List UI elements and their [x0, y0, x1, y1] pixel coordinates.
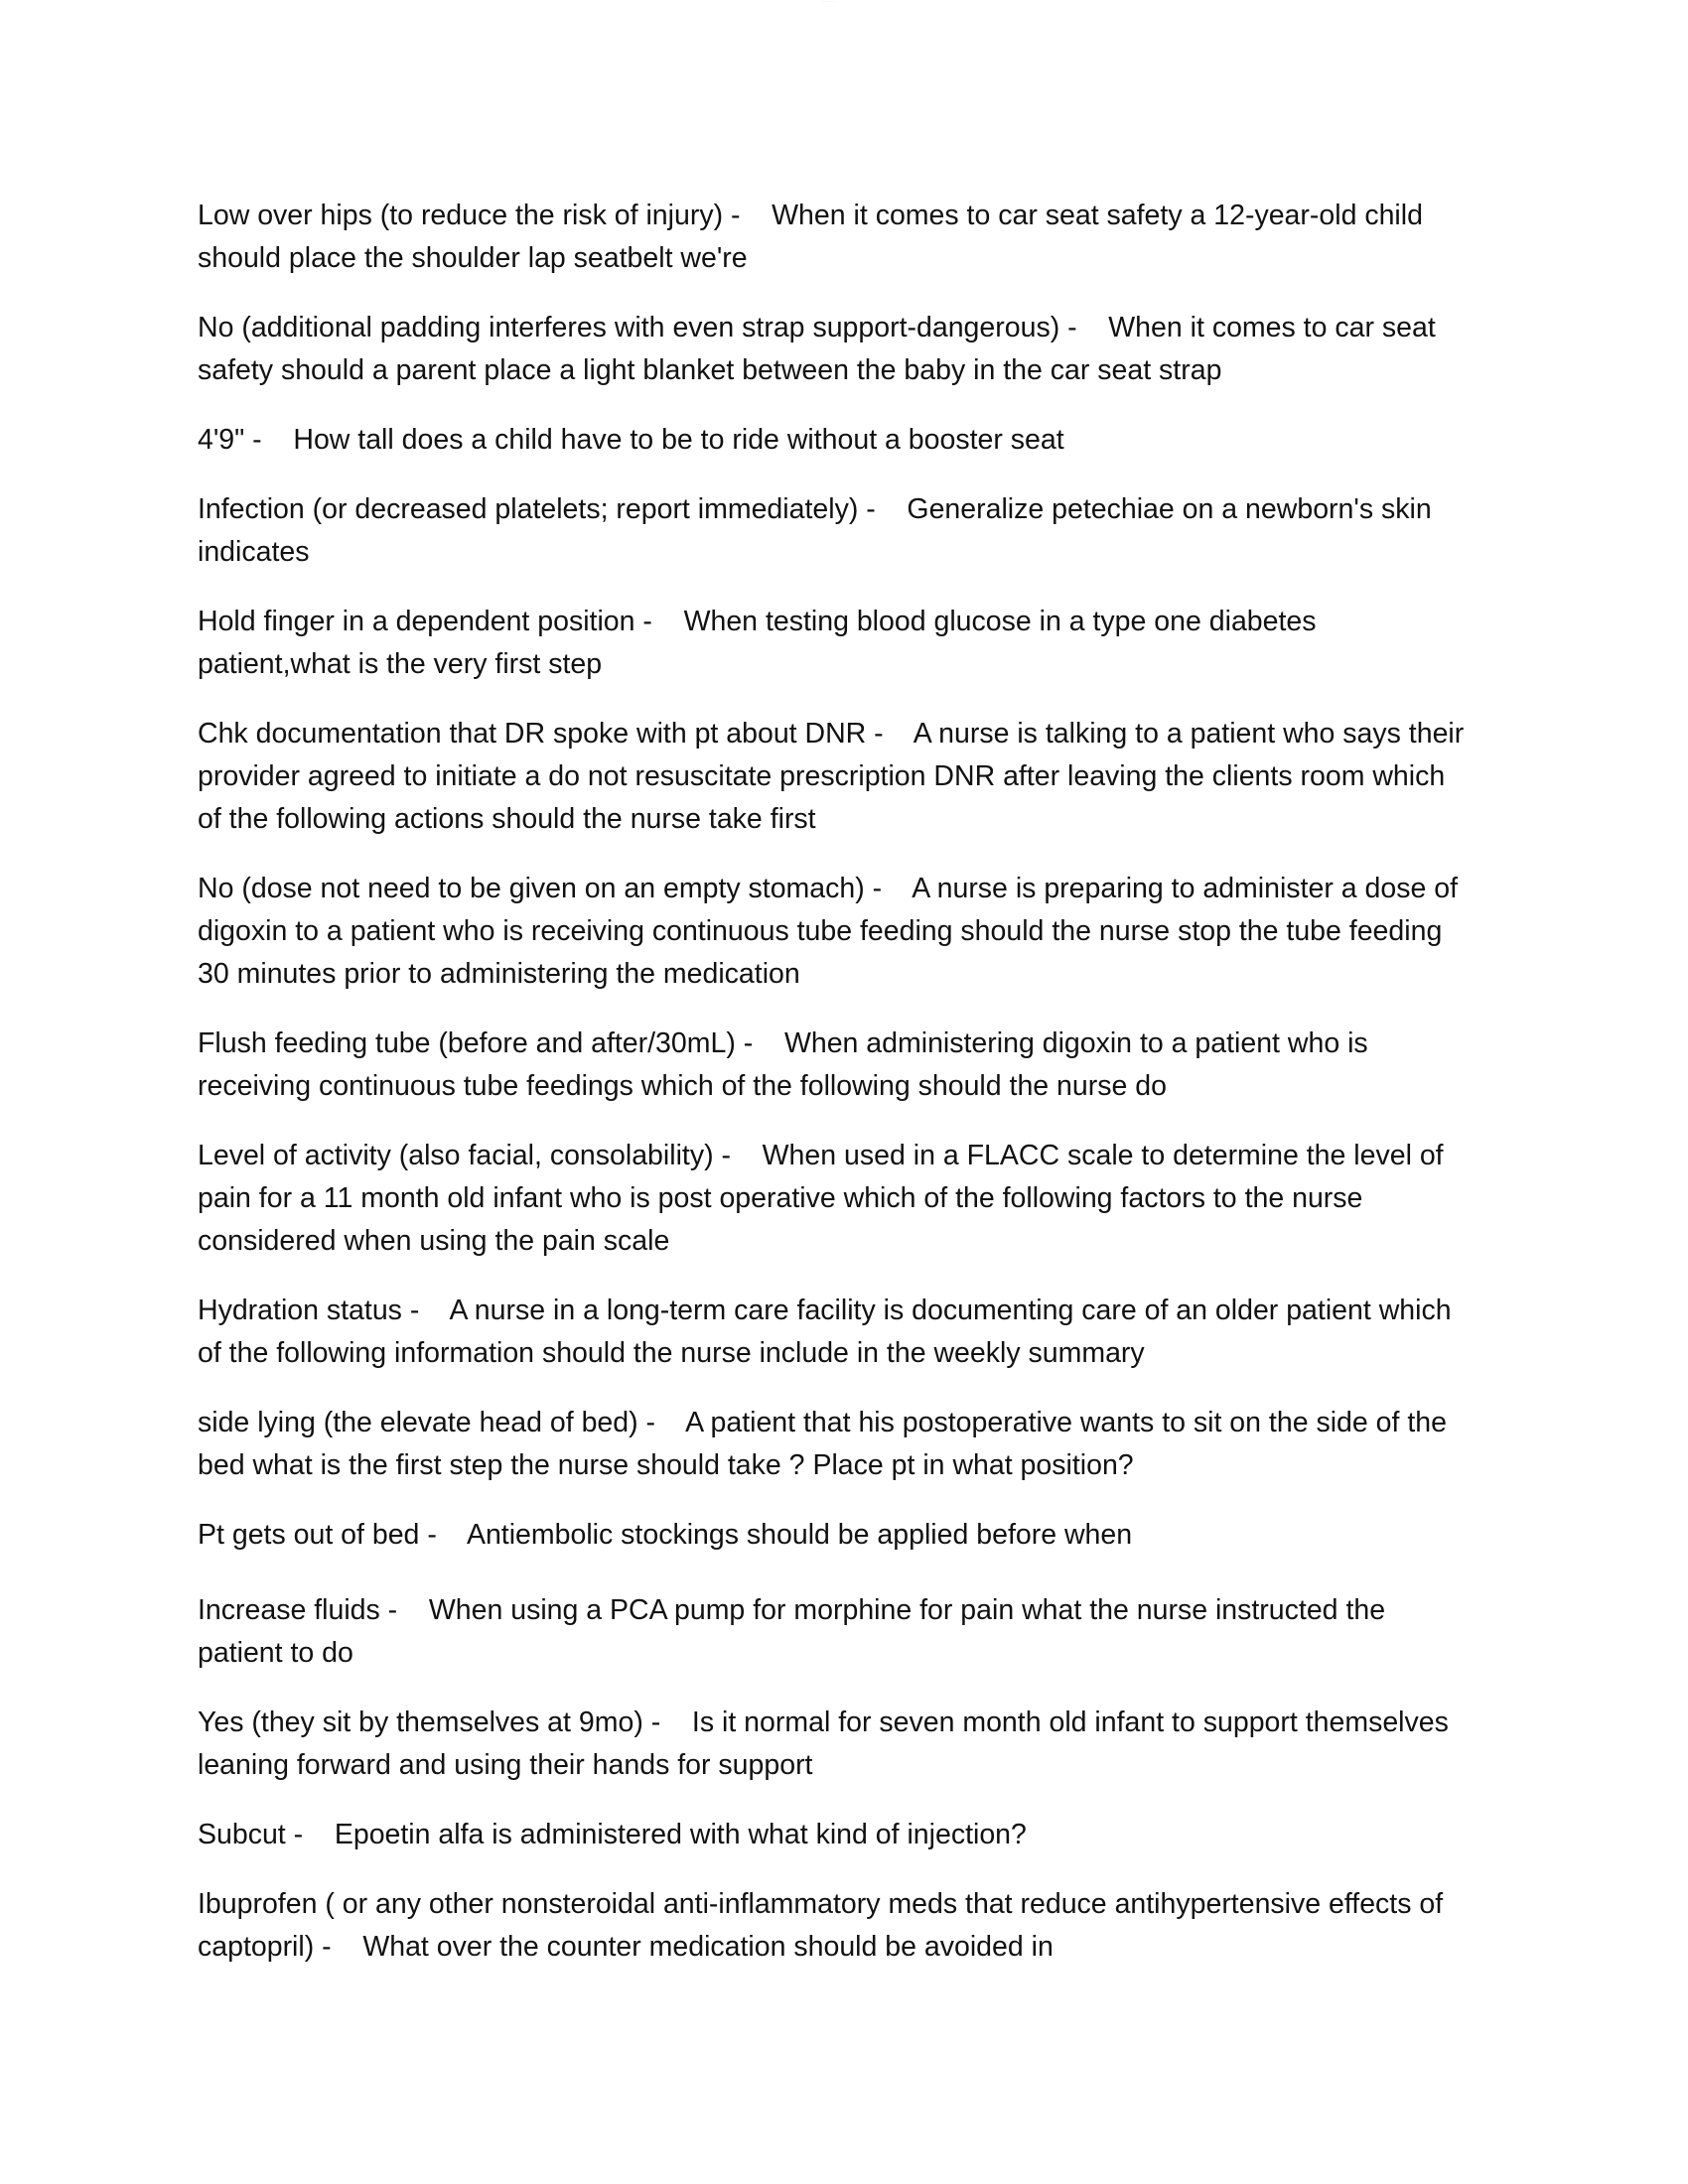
question-text: A patient that his postoperative wants to sit on the side of the bed what is the first step the nurse should take ? Place pt in what position?: [198, 1407, 1447, 1481]
separator: -: [723, 200, 773, 231]
flashcard-entry: [198, 1589, 1474, 1675]
separator: -: [866, 718, 914, 750]
question-text: How tall does a child have to be to ride without a booster seat: [293, 424, 1064, 456]
separator: -: [858, 493, 908, 525]
separator: -: [642, 1706, 692, 1738]
separator: -: [314, 1931, 363, 1963]
flashcard-entry: [198, 601, 1474, 686]
separator: -: [634, 606, 684, 637]
answer-text: Level of activity (also facial, consolability): [198, 1140, 714, 1171]
flashcard-entry: [198, 713, 1474, 841]
flashcard-entry: [198, 488, 1474, 574]
flashcard-entry: [198, 868, 1474, 996]
question-text: A nurse is preparing to administer a dose of digoxin to a patient who is receiving continuous tube feeding should the nurse stop the tube feeding 30 minutes prior to administering the medication: [198, 873, 1458, 990]
separator: -: [419, 1519, 467, 1551]
flashcard-entry: [198, 1883, 1474, 1969]
flashcard-entry: [198, 1402, 1474, 1487]
answer-text: Ibuprofen ( or any other nonsteroidal anti-inflammatory meds that reduce antihypertensive effects of captopril): [198, 1888, 1444, 1963]
question-text: When used in a FLACC scale to determine the level of pain for a 11 month old infant who is post operative which of the following factors to the nurse considered when using the pain scale: [198, 1140, 1444, 1257]
question-text: When it comes to car seat safety a 12-year-old child should place the shoulder lap seatbelt we're: [198, 200, 1423, 274]
answer-text: Increase fluids: [198, 1594, 380, 1626]
flashcard-entry: [198, 419, 1474, 462]
question-text: When administering digoxin to a patient who is receiving continuous tube feedings which of the following should the nurse do: [198, 1027, 1368, 1102]
answer-text: Low over hips (to reduce the risk of injury): [198, 200, 724, 231]
separator: -: [713, 1140, 763, 1171]
separator: -: [637, 1407, 686, 1438]
flashcard-entry: [198, 307, 1474, 392]
answer-text: Flush feeding tube (before and after/30mL): [198, 1027, 736, 1059]
answer-text: Chk documentation that DR spoke with pt about DNR: [198, 718, 867, 750]
question-text: A nurse is talking to a patient who says their provider agreed to initiate a do not resuscitate prescription DNR after leaving the clients room which of the following actions should the nurse take first: [198, 718, 1465, 835]
header-mark: ··· ······ ···: [822, 0, 836, 3]
separator: -: [285, 1819, 335, 1850]
answer-text: 4'9": [198, 424, 245, 456]
answer-text: Hydration status: [198, 1295, 402, 1326]
answer-text: No (dose not need to be given on an empty stomach): [198, 873, 865, 904]
question-text: What over the counter medication should be avoided in: [362, 1931, 1054, 1963]
flashcard-entry: [198, 1514, 1474, 1557]
answer-text: Subcut: [198, 1819, 286, 1850]
flashcard-list: [198, 195, 1474, 1995]
flashcard-entry: [198, 1290, 1474, 1375]
question-text: When using a PCA pump for morphine for pain what the nurse instructed the patient to do: [198, 1594, 1386, 1669]
separator: -: [864, 873, 913, 904]
flashcard-entry: [198, 195, 1474, 280]
answer-text: Yes (they sit by themselves at 9mo): [198, 1706, 643, 1738]
separator: -: [244, 424, 294, 456]
answer-text: Infection (or decreased platelets; report immediately): [198, 493, 859, 525]
question-text: When testing blood glucose in a type one diabetes patient,what is the very first step: [198, 606, 1317, 680]
separator: -: [401, 1295, 450, 1326]
separator: -: [735, 1027, 784, 1059]
question-text: Generalize petechiae on a newborn's skin indicates: [198, 493, 1432, 568]
question-text: Antiembolic stockings should be applied before when: [466, 1519, 1133, 1551]
flashcard-entry: [198, 1135, 1474, 1263]
separator: -: [1059, 312, 1109, 343]
question-text: A nurse in a long-term care facility is documenting care of an older patient which of the following information should the nurse include in the weekly summary: [198, 1295, 1452, 1369]
flashcard-entry: [198, 1814, 1474, 1856]
question-text: When it comes to car seat safety should a parent place a light blanket between the baby in the car seat strap: [198, 312, 1436, 386]
separator: -: [379, 1594, 429, 1626]
answer-text: Pt gets out of bed: [198, 1519, 420, 1551]
question-text: Is it normal for seven month old infant to support themselves leaning forward and using their hands for support: [198, 1706, 1449, 1781]
flashcard-entry: [198, 1702, 1474, 1787]
question-text: Epoetin alfa is administered with what kind of injection?: [334, 1819, 1027, 1850]
answer-text: No (additional padding interferes with even strap support-dangerous): [198, 312, 1060, 343]
answer-text: Hold finger in a dependent position: [198, 606, 635, 637]
answer-text: side lying (the elevate head of bed): [198, 1407, 638, 1438]
flashcard-entry: [198, 1023, 1474, 1108]
